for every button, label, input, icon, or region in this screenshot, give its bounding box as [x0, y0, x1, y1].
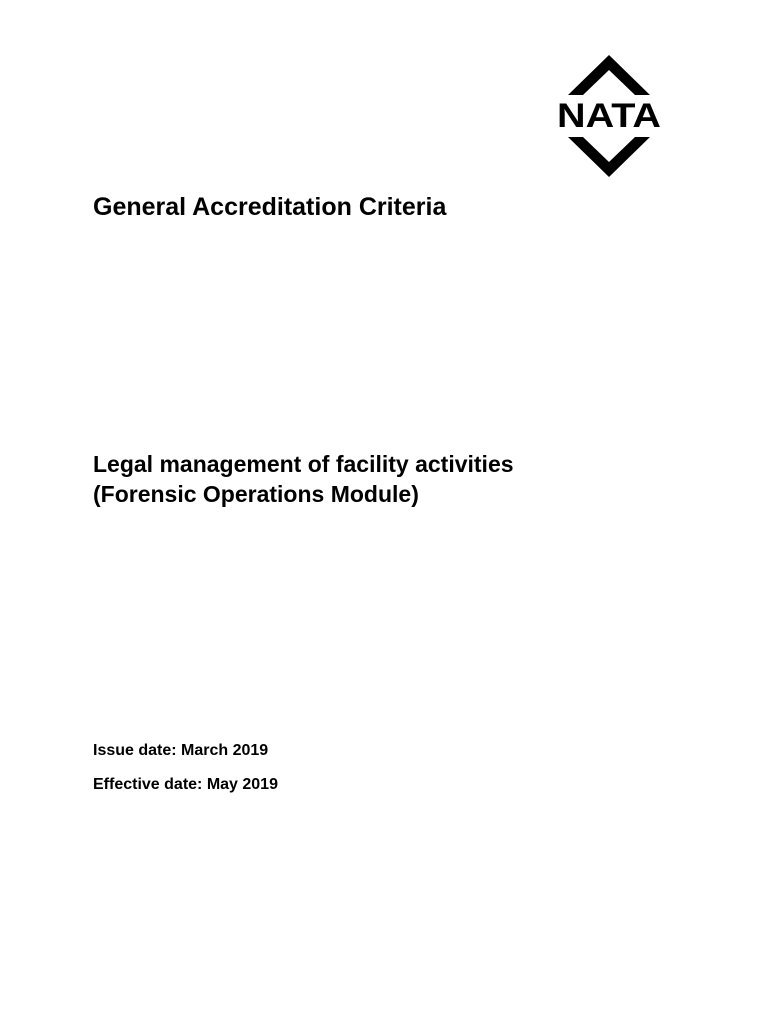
document-title: General Accreditation Criteria [93, 193, 447, 221]
nata-diamond-icon [555, 55, 663, 177]
subtitle-line-2: (Forensic Operations Module) [93, 481, 419, 507]
issue-date: Issue date: March 2019 [93, 742, 269, 759]
effective-date: Effective date: May 2019 [93, 776, 278, 793]
nata-logo [555, 55, 663, 177]
subtitle-line-1: Legal management of facility activities [93, 451, 514, 477]
document-subtitle [93, 449, 514, 509]
nata-logo-text: NATA [557, 97, 661, 135]
